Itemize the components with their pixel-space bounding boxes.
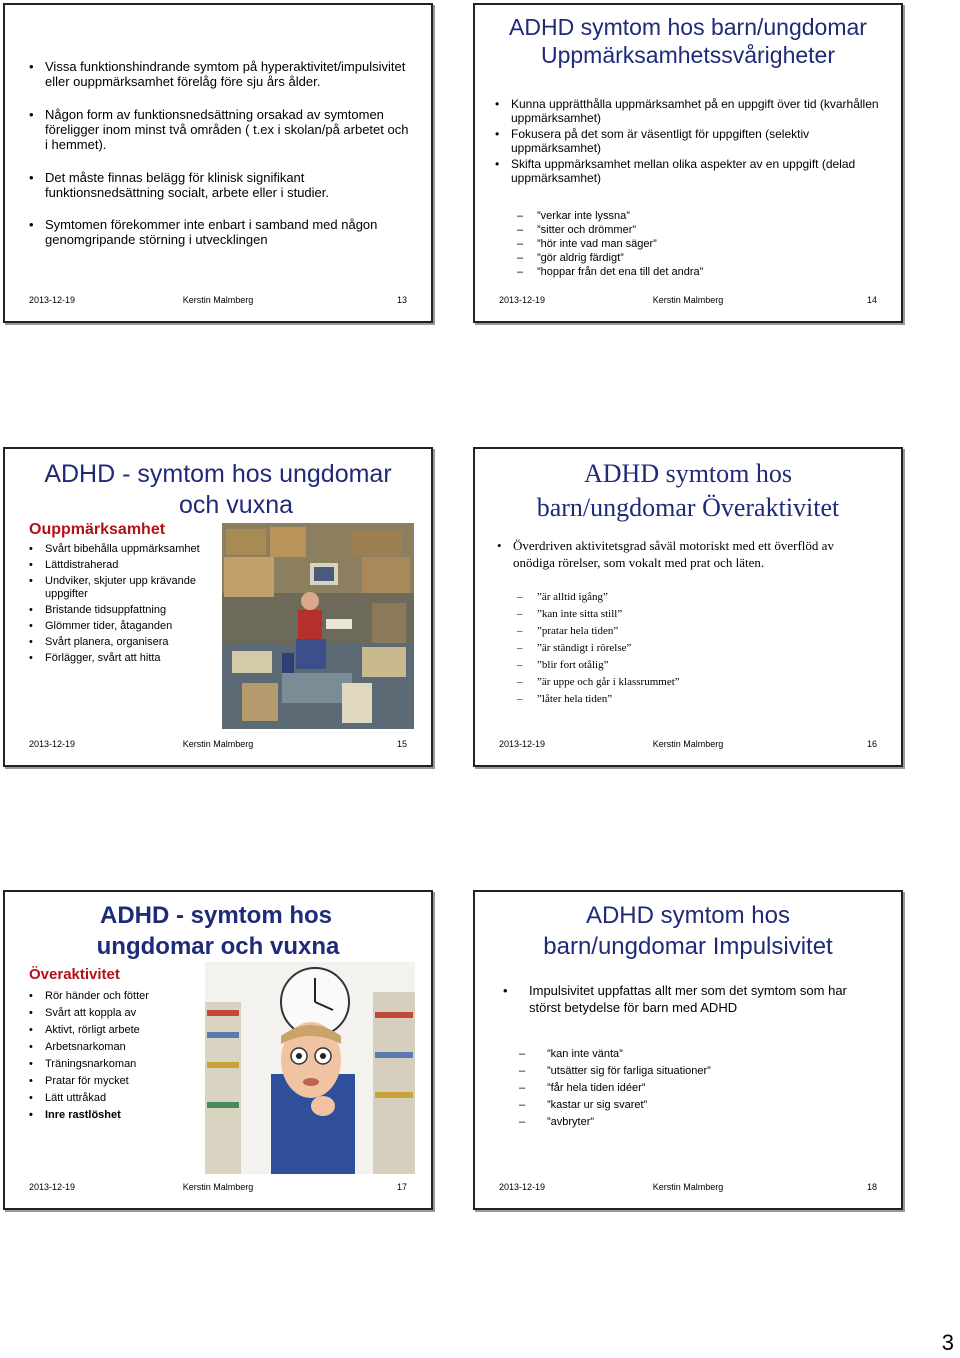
list-item: – ”avbryter” xyxy=(507,1114,867,1131)
title-line-2: ungdomar och vuxna xyxy=(96,933,340,960)
footer-slide-number: 18 xyxy=(866,1182,877,1192)
list-item: – ”låter hela tiden” xyxy=(505,691,865,708)
title-line-2: och vuxna xyxy=(179,491,293,519)
slide-title xyxy=(475,900,901,962)
footer-date: 2013-12-19 xyxy=(499,295,546,305)
list-item: • Impulsivitet uppfattas allt mer som det symtom som har störst betydelse för barn med ADHD xyxy=(503,982,873,1016)
list-item: • Skifta uppmärksamhet mellan olika aspekter av en uppgift (delad uppmärksamhet) xyxy=(495,157,887,185)
slide-title xyxy=(15,459,421,521)
list-item: • Undviker, skjuter upp krävande uppgifter xyxy=(29,575,219,601)
cluttered-room-photo xyxy=(222,523,414,729)
list-item: – ”hör inte vad man säger” xyxy=(505,237,865,251)
list-item: – ”kastar ur sig svaret” xyxy=(507,1097,867,1114)
list-item: – ”kan inte sitta still” xyxy=(505,606,865,623)
footer-author: Kerstin Malmberg xyxy=(182,1182,254,1192)
list-item: • Aktivt, rörligt arbete xyxy=(29,1022,199,1039)
list-item: • Pratar för mycket xyxy=(29,1073,199,1090)
slide-footer xyxy=(499,739,877,751)
footer-date: 2013-12-19 xyxy=(499,739,546,749)
footer-slide-number: 16 xyxy=(866,739,877,749)
list-item: – ”får hela tiden idéer” xyxy=(507,1080,867,1097)
list-item: – ”kan inte vänta” xyxy=(507,1046,867,1063)
footer-date: 2013-12-19 xyxy=(499,1182,546,1192)
list-item: • Vissa funktionshindrande symtom på hyperaktivitet/impulsivitet eller ouppmärksamhet förelåg före sju års ålder. xyxy=(29,59,409,89)
list-item: • Arbetsnarkoman xyxy=(29,1039,199,1056)
slide-16-quotes xyxy=(505,589,865,708)
list-item: – ”är ständigt i rörelse” xyxy=(505,640,865,657)
slide-16 xyxy=(473,447,903,767)
list-item: • Glömmer tider, åtaganden xyxy=(29,620,219,633)
slide-13-bullets xyxy=(29,59,409,247)
slide-subtitle: Ouppmärksamhet xyxy=(29,521,166,538)
title-line-2: barn/ungdomar Överaktivitet xyxy=(536,493,840,522)
slide-15-bullets xyxy=(29,543,219,665)
slide-18 xyxy=(473,890,903,1210)
title-line-2: Uppmärksamhetssvårigheter xyxy=(540,42,835,68)
list-item: – ”gör aldrig färdigt” xyxy=(505,251,865,265)
list-item: – ”sitter och drömmer” xyxy=(505,223,865,237)
list-item: – ”hoppar från det ena till det andra” xyxy=(505,265,865,279)
footer-author: Kerstin Malmberg xyxy=(182,295,254,305)
title-line-2: barn/ungdomar Impulsivitet xyxy=(543,933,833,960)
stressed-man-photo xyxy=(205,962,415,1174)
slide-15 xyxy=(3,447,433,767)
list-item: – ”är alltid igång” xyxy=(505,589,865,606)
slide-14 xyxy=(473,3,903,323)
list-item: • Bristande tidsuppfattning xyxy=(29,604,219,617)
slide-14-quotes xyxy=(505,209,865,279)
slide-subtitle: Överaktivitet xyxy=(29,966,120,983)
list-item: • Lättdistraherad xyxy=(29,559,219,572)
footer-author: Kerstin Malmberg xyxy=(182,739,254,749)
footer-date: 2013-12-19 xyxy=(29,739,76,749)
list-item: – ”verkar inte lyssna” xyxy=(505,209,865,223)
title-line-1: ADHD symtom hos barn/ungdomar xyxy=(509,14,867,40)
slide-title xyxy=(5,900,431,962)
footer-date: 2013-12-19 xyxy=(29,295,76,305)
title-line-1: ADHD - symtom hos ungdomar xyxy=(44,460,392,488)
slide-17 xyxy=(3,890,433,1210)
slide-footer xyxy=(499,1182,877,1194)
list-item: • Kunna upprätthålla uppmärksamhet på en uppgift över tid (kvarhållen uppmärksamhet) xyxy=(495,97,887,125)
list-item: – ”är uppe och går i klassrummet” xyxy=(505,674,865,691)
list-item: • Fokusera på det som är väsentligt för uppgiften (selektiv uppmärksamhet) xyxy=(495,127,887,155)
slide-13 xyxy=(3,3,433,323)
slide-footer xyxy=(499,295,877,307)
slide-17-bullets xyxy=(29,988,199,1124)
list-item: • Inre rastlöshet xyxy=(29,1107,199,1124)
footer-slide-number: 14 xyxy=(866,295,877,305)
title-line-1: ADHD - symtom hos xyxy=(99,902,333,929)
list-item: • Symtomen förekommer inte enbart i samband med någon genomgripande störning i utvecklingen xyxy=(29,217,409,247)
list-item: • Lätt uttråkad xyxy=(29,1090,199,1107)
list-item: – ”blir fort otålig” xyxy=(505,657,865,674)
footer-slide-number: 17 xyxy=(396,1182,407,1192)
list-item: • Någon form av funktionsnedsättning orsakad av symtomen föreligger inom minst två områden ( t.ex i skolan/på arbetet och i hemmet). xyxy=(29,107,409,152)
slide-18-quotes xyxy=(507,1046,867,1131)
slide-footer xyxy=(29,1182,407,1194)
slide-18-bullets xyxy=(503,982,873,1016)
list-item: • Förlägger, svårt att hitta xyxy=(29,652,219,665)
slide-14-bullets xyxy=(495,97,887,185)
list-item: • Svårt bibehålla uppmärksamhet xyxy=(29,543,219,556)
footer-slide-number: 13 xyxy=(396,295,407,305)
list-item: • Det måste finnas belägg för klinisk signifikant funktionsnedsättning socialt, arbete eller i studier. xyxy=(29,170,409,200)
slide-16-bullets xyxy=(497,537,867,571)
page-number: 3 xyxy=(941,1330,954,1355)
slide-title xyxy=(475,13,901,69)
list-item: • Rör händer och fötter xyxy=(29,988,199,1005)
slide-footer xyxy=(29,295,407,307)
slide-footer xyxy=(29,739,407,751)
list-item: – ”utsätter sig för farliga situationer” xyxy=(507,1063,867,1080)
slide-title xyxy=(475,457,901,525)
title-line-1: ADHD symtom hos xyxy=(583,459,792,488)
title-line-1: ADHD symtom hos xyxy=(585,902,791,929)
footer-date: 2013-12-19 xyxy=(29,1182,76,1192)
footer-slide-number: 15 xyxy=(396,739,407,749)
list-item: • Svårt planera, organisera xyxy=(29,636,219,649)
footer-author: Kerstin Malmberg xyxy=(652,739,724,749)
footer-author: Kerstin Malmberg xyxy=(652,295,724,305)
list-item: • Svårt att koppla av xyxy=(29,1005,199,1022)
list-item: – ”pratar hela tiden” xyxy=(505,623,865,640)
list-item: • Träningsnarkoman xyxy=(29,1056,199,1073)
list-item: • Överdriven aktivitetsgrad såväl motoriskt med ett överflöd av onödiga rörelser, som vokalt med prat och läten. xyxy=(497,537,867,571)
footer-author: Kerstin Malmberg xyxy=(652,1182,724,1192)
